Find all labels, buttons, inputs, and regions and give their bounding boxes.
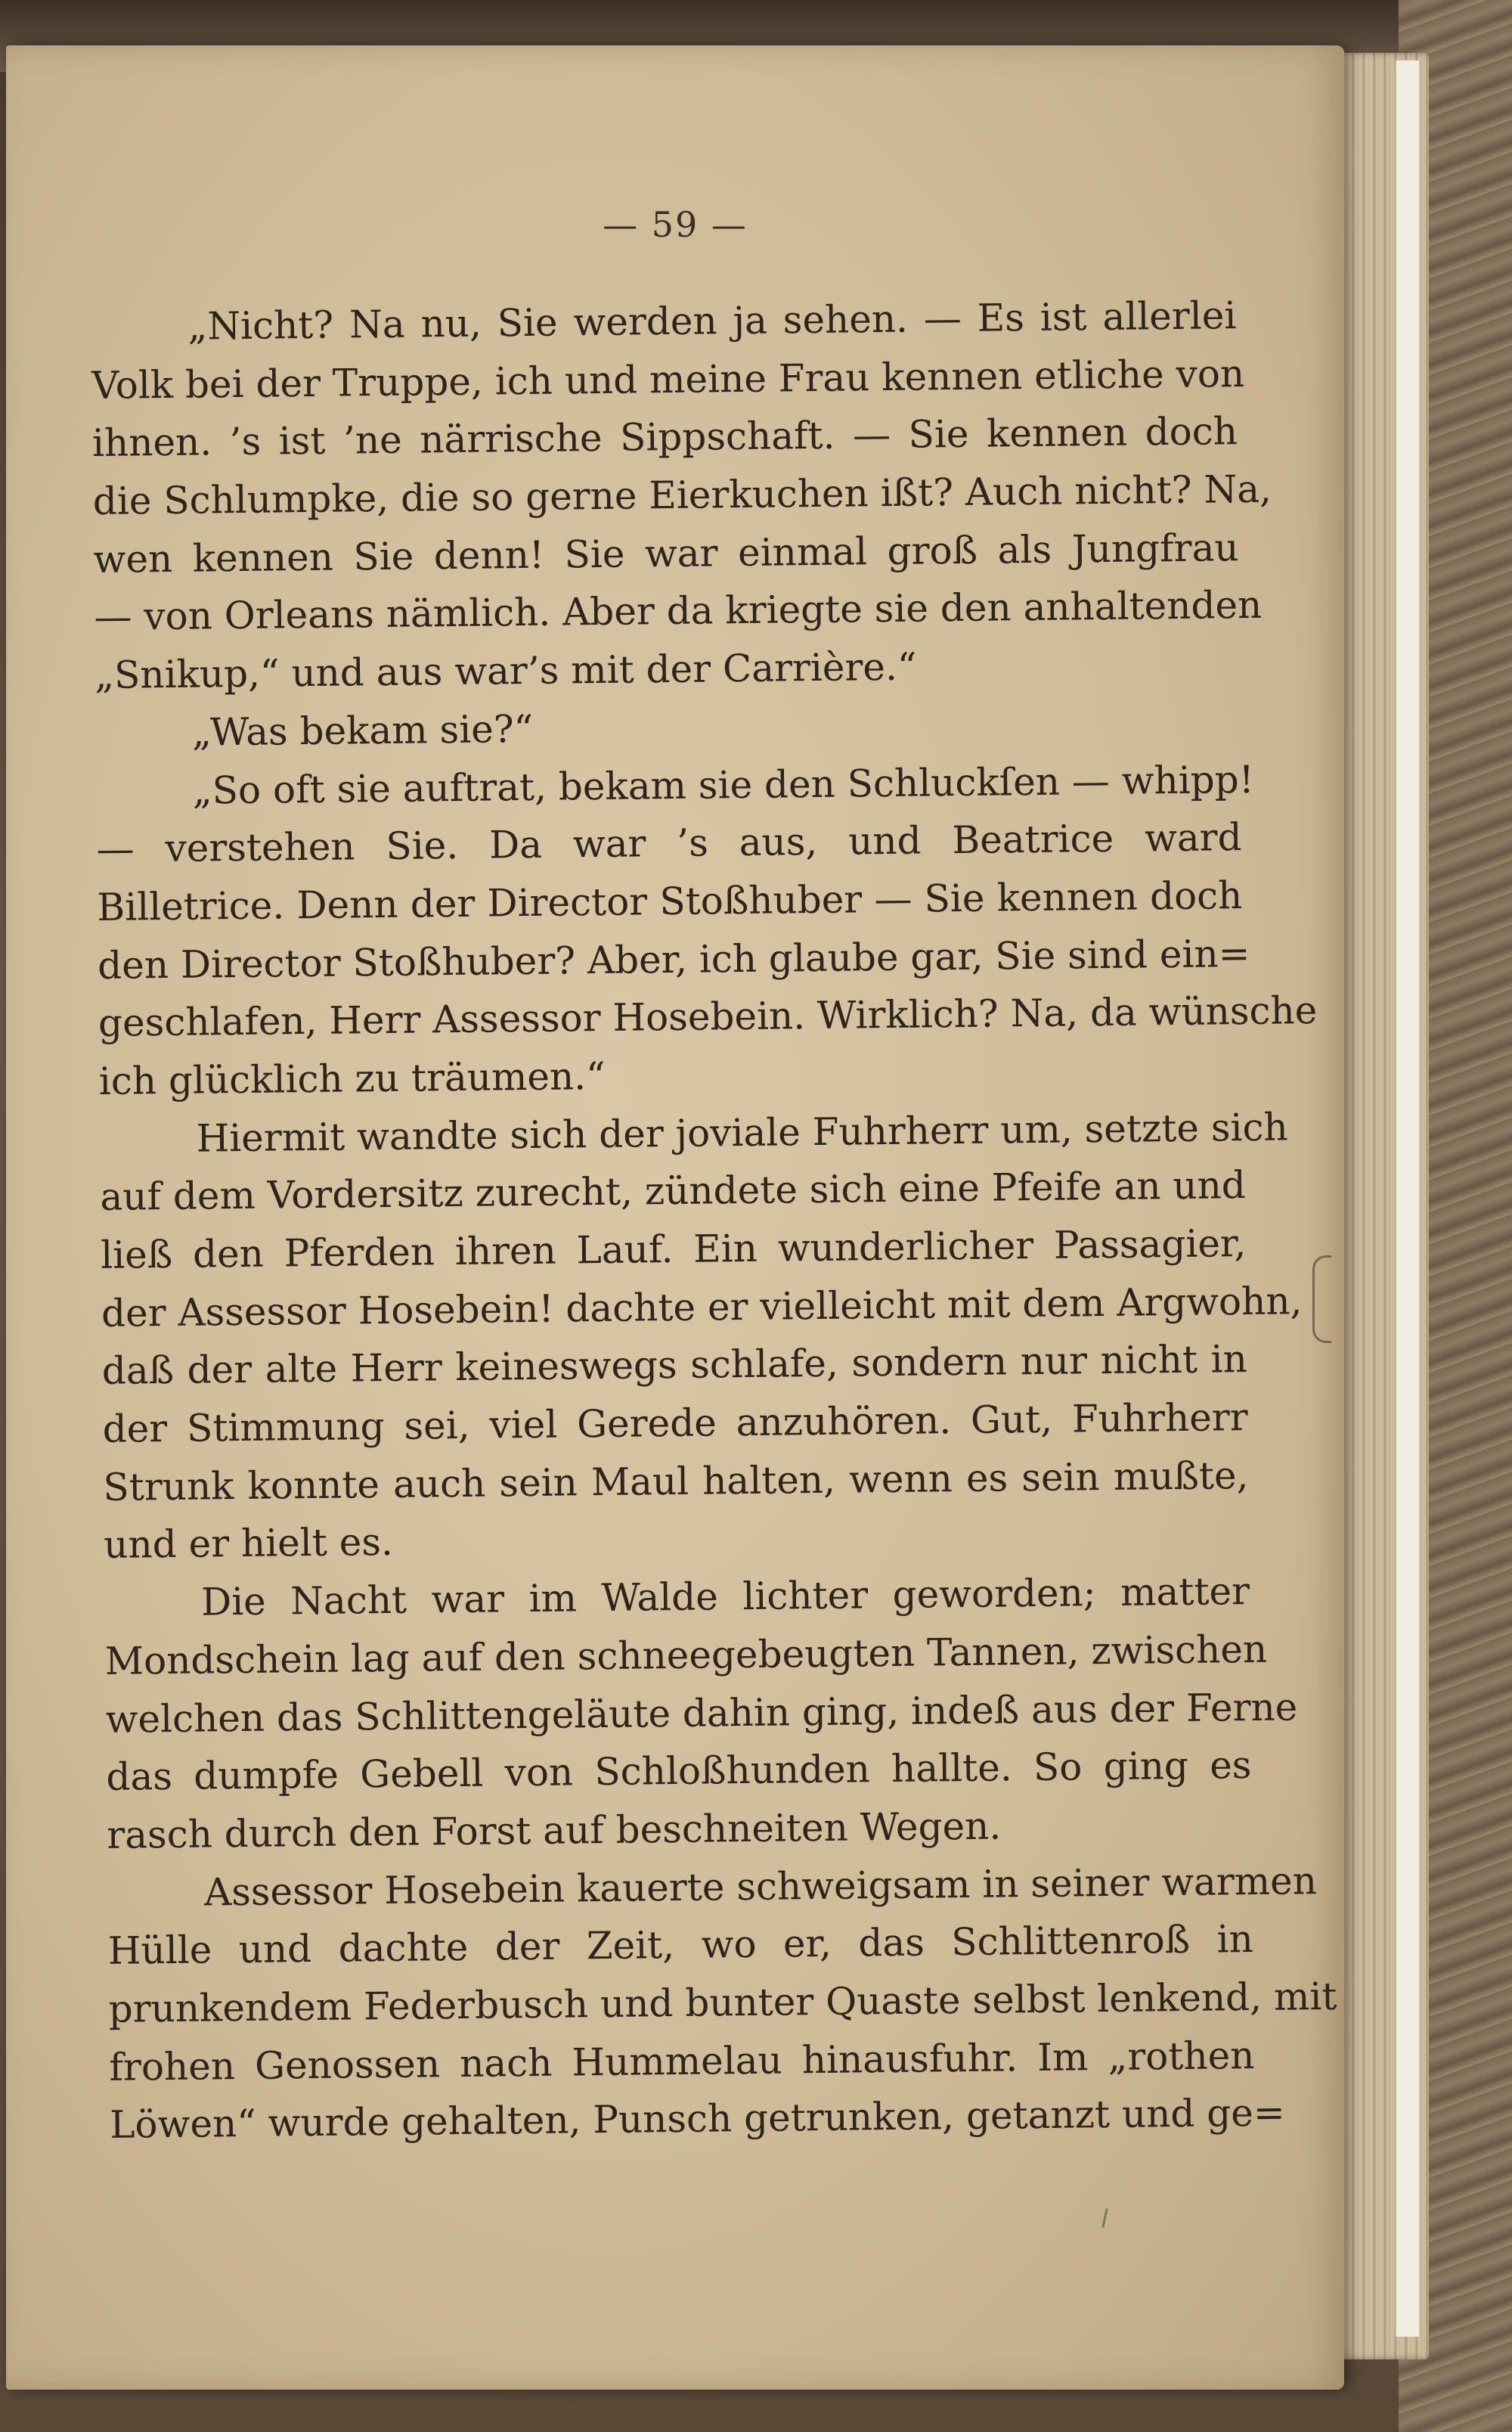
text-line: ließ den Pferden ihren Lauf. Ein wunderlicher Passagier, xyxy=(100,1221,1247,1277)
text-line: Die Nacht war im Walde lichter geworden; matter xyxy=(200,1569,1250,1624)
text-line: Strunk konnte auch sein Maul halten, wenn es sein mußte, xyxy=(103,1453,1249,1509)
book-page xyxy=(6,45,1344,2390)
text-line: daß der alte Herr keineswegs schlafe, sondern nur nicht in xyxy=(101,1337,1248,1394)
body-text xyxy=(91,287,1337,2154)
text-line: Hiermit wandte sich der joviale Fuhrherr um, setzte sich xyxy=(196,1105,1288,1161)
text-line: den Director Stoßhuber? Aber, ich glaube gar, Sie sind ein= xyxy=(97,931,1250,988)
text-line: Assessor Hosebein kauerte schweigsam in seiner warmen xyxy=(203,1858,1318,1915)
text-line: Billetrice. Denn der Director Stoßhuber — Sie kennen doch xyxy=(97,873,1243,929)
text-line: geschlafen, Herr Assessor Hosebein. Wirklich? Na, da wünsche xyxy=(98,988,1318,1046)
text-line: auf dem Vordersitz zurecht, zündete sich eine Pfeife an und xyxy=(100,1163,1247,1220)
page-number: — 59 — xyxy=(603,204,748,245)
text-line: „Was bekam sie?“ xyxy=(191,706,534,755)
text-line: rasch durch den Forst auf beschneiten Wegen. xyxy=(106,1804,1002,1857)
text-line: der Assessor Hosebein! dachte er vielleicht mit dem Argwohn, xyxy=(101,1278,1303,1335)
text-line: Mondschein lag auf den schneegebeugten Tannen, zwischen xyxy=(104,1627,1268,1683)
text-line: „So oft sie auftrat, bekam sie den Schluckſen — whipp! xyxy=(192,757,1255,813)
text-line: — verstehen Sie. Da war ’s aus, und Beatrice ward xyxy=(96,815,1242,872)
text-line: wen kennen Sie denn! Sie war einmal groß als Jungfrau xyxy=(93,525,1239,582)
text-line: und er hielt es. xyxy=(103,1520,394,1568)
pencil-tick-mark xyxy=(1101,2208,1108,2228)
text-line: frohen Genossen nach Hummelau hinausfuhr. Im „rothen xyxy=(109,2033,1255,2089)
text-line: Löwen“ wurde gehalten, Punsch getrunken, getanzt und ge= xyxy=(109,2090,1286,2148)
white-page-strip xyxy=(1395,60,1419,2337)
text-line: das dumpfe Gebell von Schloßhunden hallte. So ging es xyxy=(106,1743,1252,1800)
text-line: ich glücklich zu träumen.“ xyxy=(98,1053,606,1103)
text-line: „Snikup,“ und aus war’s mit der Carrière.“ xyxy=(94,644,917,698)
text-line: ihnen. ’s ist ’ne närrische Sippschaft. — Sie kennen doch xyxy=(91,409,1238,466)
text-line: prunkendem Federbusch und bunter Quaste selbst lenkend, mit xyxy=(108,1974,1337,2031)
text-line: — von Orleans nämlich. Aber da kriegte sie den anhaltenden xyxy=(94,583,1263,640)
text-line: Hülle und dachte der Zeit, wo er, das Schlittenroß in xyxy=(107,1917,1254,1974)
text-line: „Nicht? Na nu, Sie werden ja sehen. — Es ist allerlei xyxy=(187,293,1237,349)
margin-bracket-mark xyxy=(1312,1255,1331,1343)
text-line: welchen das Schlittengeläute dahin ging, indeß aus der Ferne xyxy=(105,1684,1298,1742)
text-line: die Schlumpke, die so gerne Eierkuchen ißt? Auch nicht? Na, xyxy=(92,467,1272,524)
text-line: der Stimmung sei, viel Gerede anzuhören. Gut, Fuhrherr xyxy=(102,1395,1248,1451)
text-line: Volk bei der Truppe, ich und meine Frau kennen etliche von xyxy=(91,351,1245,408)
